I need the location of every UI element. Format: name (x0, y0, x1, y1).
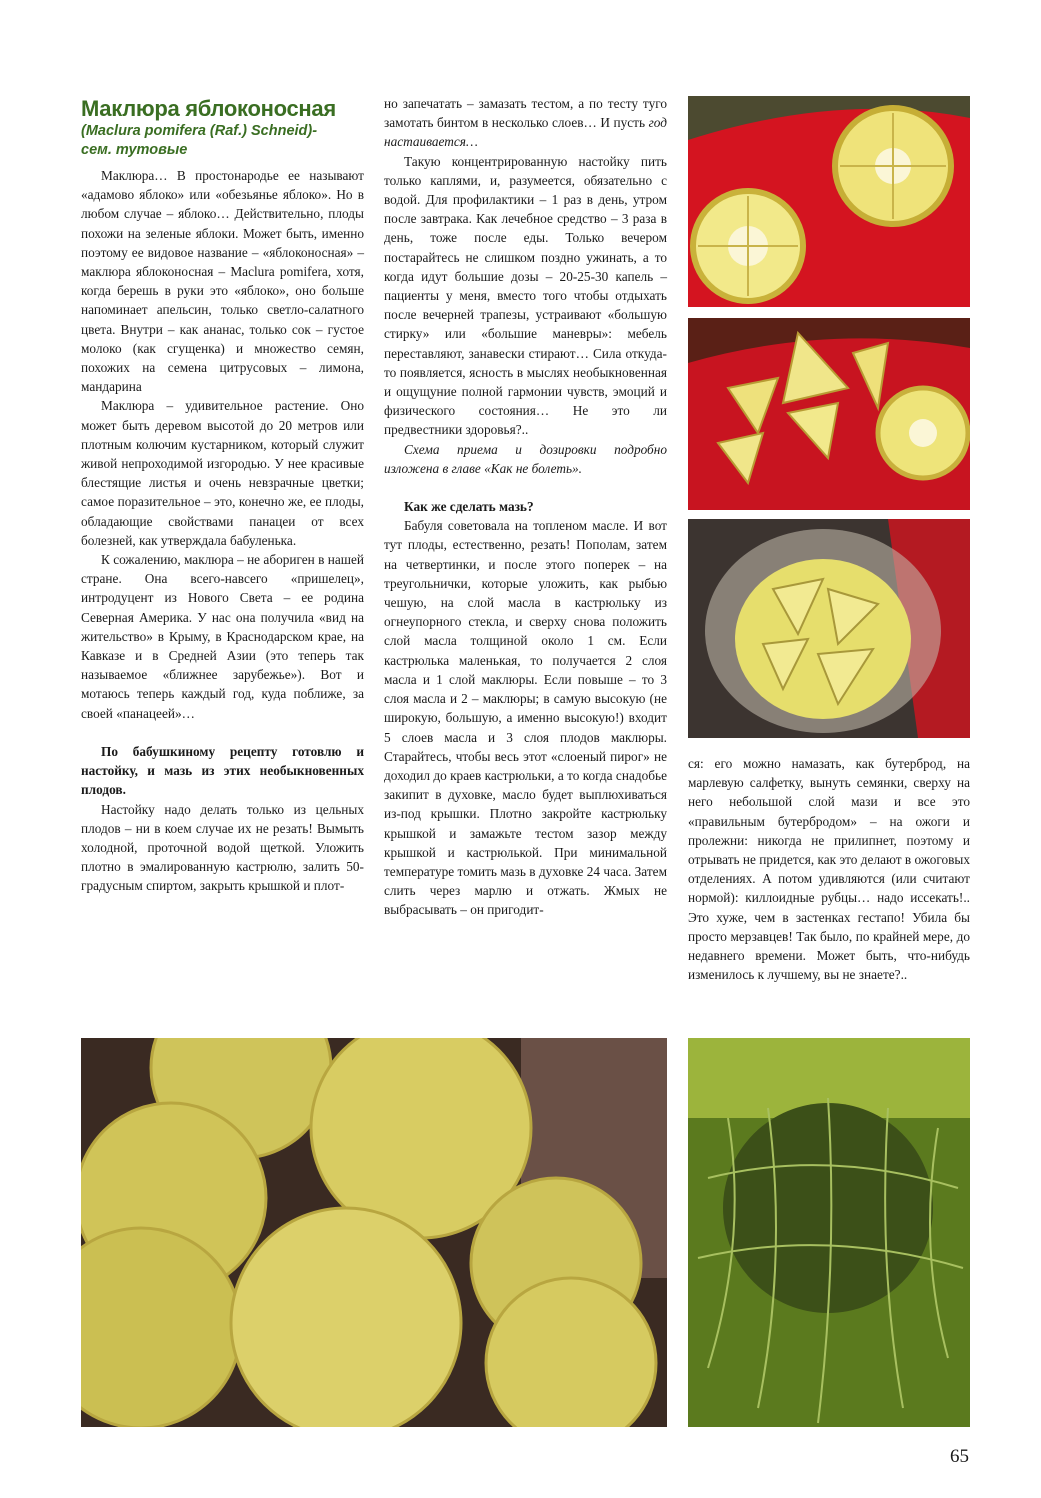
latin-name-line-1: (Maclura pomifera (Raf.) Schneid)- (81, 123, 318, 139)
paragraph-italic: год настаивается… (384, 115, 667, 150)
column-1 (81, 96, 364, 896)
paragraph: Такую концентрированную настойку пить только каплями, и, разумеется, обязательно с водой. Для профилактики – 1 раз в день, утром после завтрака. Как лечебное средство – 3 раза в день, тоже после еды. Только вечером постарайтесь не слишком поздно ужинать, а то когда идут большие дозы – 20-25-30 капель – пациенты у меня, вместо того чтобы отдыхать после вечерней трапезы, устраивают «большую стирку» или «большие маневры»: мебель переставляют, занавески стирают… Сила откуда-то появляется, ясность в мыслях необыкновенная и ощущуние полной гармонии чувств, эмоций и физического состояния… Не это ли предвестники здоровья?.. (384, 153, 667, 438)
photo-whole-fruits (81, 1038, 667, 1427)
page-number: 65 (950, 1446, 969, 1467)
column-3 (688, 754, 970, 984)
article-title: Маклюра яблоконосная (81, 96, 336, 121)
photo-fruit-on-tree (688, 1038, 970, 1427)
paragraph: ся: его можно намазать, как бутерброд, на марлевую салфетку, вынуть семянки, сверху на него небольшой слой мази и все это «правильным бутербродом» – на ожоги и пролежни: никогда не прилипнет, поэтому и отрывать не придется, как это делают в ожоговых отделениях. А потом удивляются (или считают нормой): киллоидные рубцы… надо иссекать!.. Это хуже, чем в застенках гестапо! Убила бы просто мерзавцев! Так было, по крайней мере, до недавнего времени. Может быть, что-нибудь изменилось к лучшему, вы не знаете?.. (688, 756, 970, 983)
paragraph: Маклюра – удивительное растение. Оно может быть деревом высотой до 20 метров или плотным колючим кустарником, который служит живой непроходимой изгородью. У нее красивые блестящие листья и очень невзрачные цветки; самое поразительное – это, конечно же, ее плоды, обладающие свойствами панацеи от всех болезней, как утверждала бабуленька. (81, 398, 364, 548)
paragraph: Бабуля советовала на топленом масле. И вот тут плоды, естественно, резать! Пополам, затем на четвертинки, и после этого поперек – на треугольнички, которые уложить, как рыбью чешую, на слой масла в кастрюльку из огнеупорного стекла, и сверху снова положить слой масла толщиной около 1 см. Если кастрюлька маленькая, то получается 2 слоя масла и 1 слой маклюры. Если повыше – то 3 слоя масла и 2 – маклюры; в самую высокую (не широкую, большую, а именно высокую!) входит 5 слоев масла и 3 слоя плодов маклюры. Старайтесь, чтобы весь этот «слоеный пирог» не доходил до краев кастрюльки, а то когда снадобье закипит в духовке, масло будет выплюхиваться из-под крышки. Плотно закройте кастрюльку крышкой и замажьте тестом зазор между крышкой и кастрюлькой. При минимальной температуре томить мазь в духовке 24 часа. Затем слить через марлю и отжать. Жмых не выбрасывать – он пригодит- (384, 518, 667, 918)
column-2 (384, 94, 667, 920)
photo-fruit-wedges (688, 318, 970, 510)
paragraph (384, 94, 667, 152)
subheading-recipe: По бабушкиному рецепту готовлю и настойку, и мазь из этих необыкновенных плодов. (81, 743, 364, 798)
paragraph: Настойку надо делать только из цельных плодов – ни в коем случае их не резать! Вымыть холодной, проточной водой щеткой. Уложить плотно в эмалированную кастрюлю, залить 50-градусным спиртом, закрыть крышкой и плот- (81, 801, 364, 894)
reference-note: Схема приема и дозировки подробно изложена в главе «Как не болеть». (384, 441, 667, 476)
subheading-ointment: Как же сделать мазь? (404, 499, 534, 515)
latin-name (81, 122, 364, 160)
paragraph-text: но запечатать – замазать тестом, а по тесту туго замотать бинтом в несколько слоев… И пусть (384, 96, 667, 131)
family-name: сем. тутовые (81, 142, 188, 158)
photo-halved-fruit (688, 96, 970, 307)
photo-glass-dish (688, 519, 970, 738)
paragraph: К сожалению, маклюра – не абориген в нашей стране. Она всего-навсего «пришелец», интродуцент из Нового Света – ее родина Северная Америка. У нас она получила «вид на жительство» в Крыму, в Краснодарском крае, на Кавказе и в Средней Азии (это теперь так называемое «ближнее зарубежье»). Вот и мотаюсь теперь каждый год, куда поближе, за своей «панацеей»… (81, 552, 364, 721)
paragraph: Маклюра… В простонародье ее называют «адамово яблоко» или «обезьянье яблоко». Но в любом случае – яблоко… Действительно, плоды похожи на зеленые яблоки. Может быть, именно поэтому ее видовое название – «яблоконосная» – маклюра яблоконосная – Maclura pomifera, хотя, когда берешь в руки это «яблоко», оно больше напоминает апельсин, только светло-салатного цвета. Внутри – как ананас, только сок – густое молоко (как сгущенка) и множество семян, похожих на семена цитрусовых – лимона, мандарина (81, 168, 364, 395)
